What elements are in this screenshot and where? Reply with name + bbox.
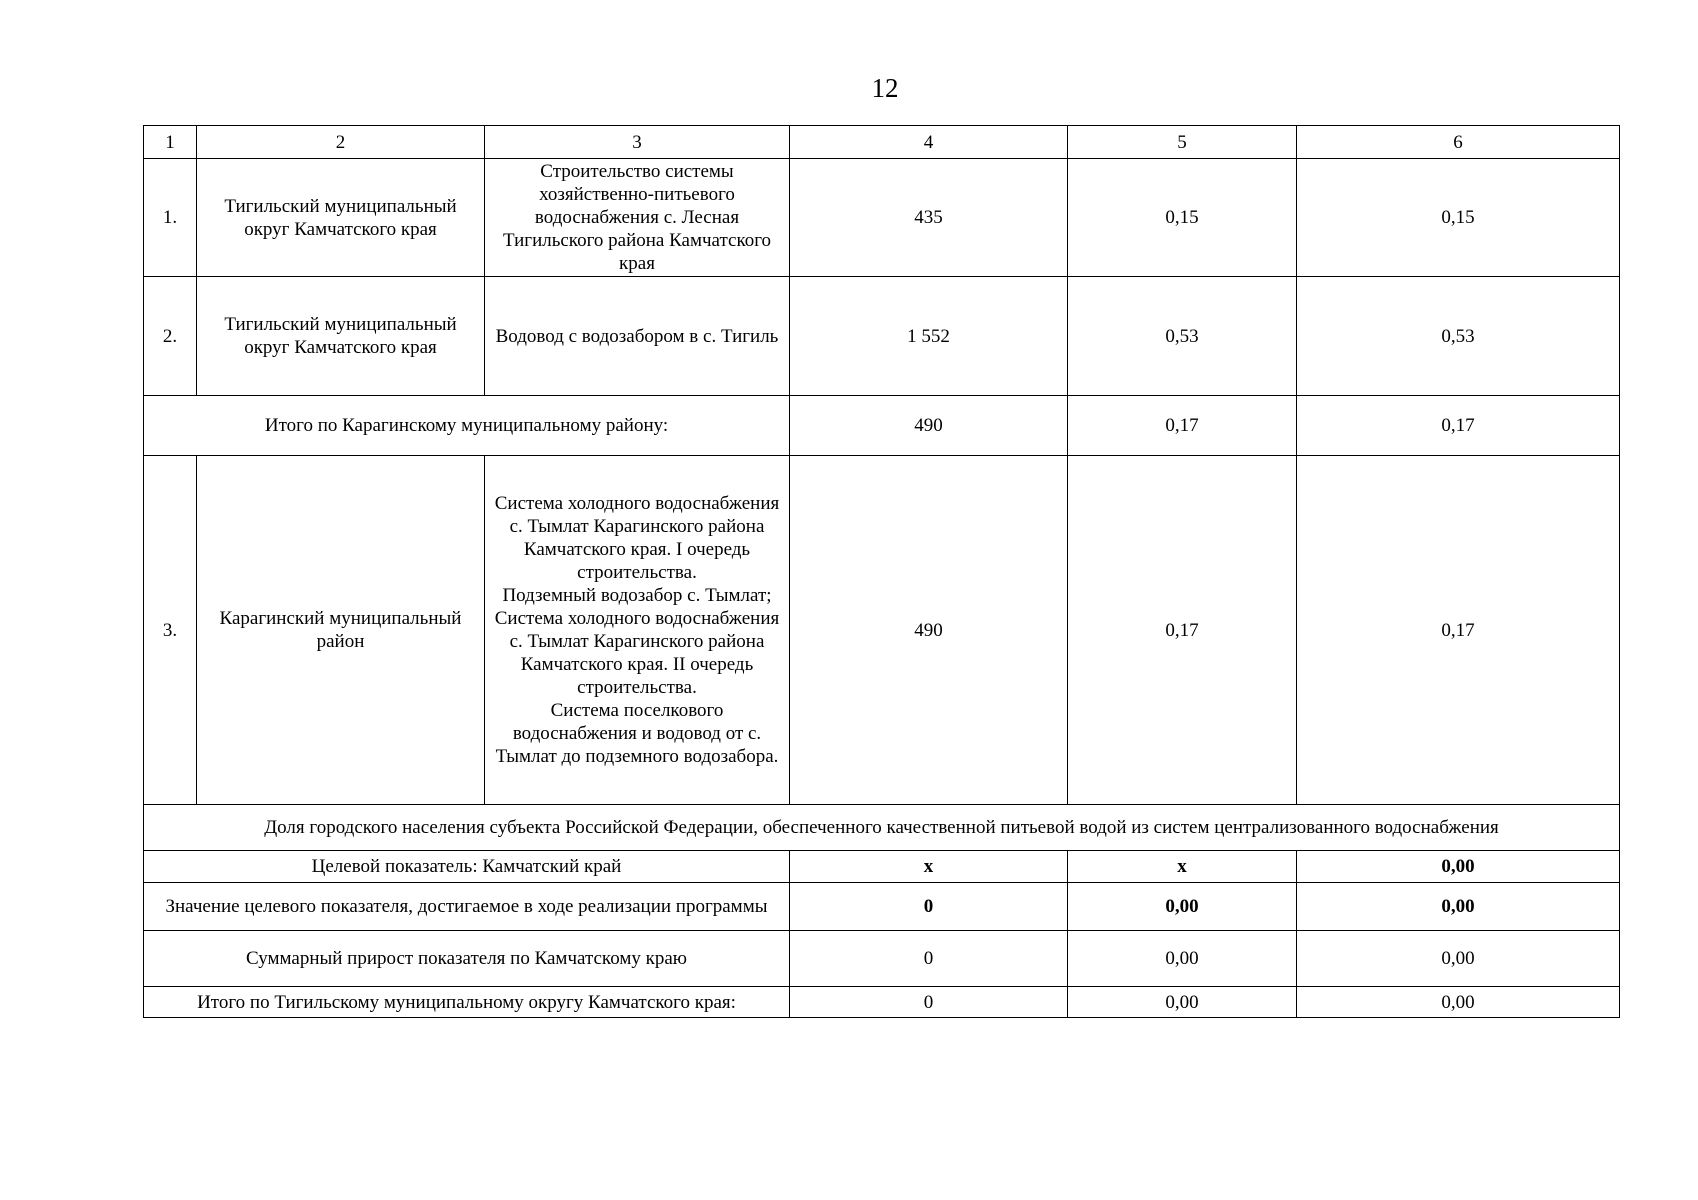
- subtotal-row: [144, 396, 1620, 456]
- row-number: 3.: [144, 456, 197, 805]
- value-cell: 0: [790, 931, 1068, 987]
- value-cell: 0,17: [1297, 396, 1620, 456]
- value-cell: 0: [790, 987, 1068, 1018]
- municipality-cell: Карагинский муниципальный район: [197, 456, 485, 805]
- municipality-cell: Тигильский муниципальный округ Камчатского края: [197, 159, 485, 277]
- subtotal-label: Итого по Карагинскому муниципальному району:: [144, 396, 790, 456]
- value-cell: 0,00: [1297, 931, 1620, 987]
- value-cell: 0,15: [1068, 159, 1297, 277]
- table-row: [144, 456, 1620, 805]
- column-header: 4: [790, 126, 1068, 159]
- page-number: 12: [871, 73, 899, 103]
- value-cell: 0,00: [1297, 883, 1620, 931]
- row-number: 2.: [144, 277, 197, 396]
- table-row: [144, 277, 1620, 396]
- object-cell: [485, 456, 790, 805]
- value-cell: 0,53: [1297, 277, 1620, 396]
- target-row: [144, 851, 1620, 883]
- value-cell: 490: [790, 396, 1068, 456]
- value-cell: 0,00: [1297, 851, 1620, 883]
- value-cell: 0,17: [1068, 396, 1297, 456]
- value-cell: 0,17: [1297, 456, 1620, 805]
- column-number-row: [144, 126, 1620, 159]
- object-line: Система холодного водоснабжения с. Тымлат Карагинского района Камчатского края. I очередь строительства.: [494, 493, 780, 583]
- column-header: 2: [197, 126, 485, 159]
- column-header: 6: [1297, 126, 1620, 159]
- subtotal-row: [144, 987, 1620, 1018]
- value-cell: 0: [790, 883, 1068, 931]
- value-cell: x: [1068, 851, 1297, 883]
- value-cell: 0,00: [1068, 987, 1297, 1018]
- value-cell: 1 552: [790, 277, 1068, 396]
- value-cell: 0,00: [1297, 987, 1620, 1018]
- object-cell: Строительство системы хозяйственно-питьевого водоснабжения с. Лесная Тигильского района Камчатского края: [485, 159, 790, 277]
- total-growth-row: [144, 931, 1620, 987]
- achieved-label: Значение целевого показателя, достигаемое в ходе реализации программы: [144, 883, 790, 931]
- column-header: 3: [485, 126, 790, 159]
- value-cell: x: [790, 851, 1068, 883]
- object-line: Система поселкового водоснабжения и водовод от с. Тымлат до подземного водозабора.: [495, 700, 779, 767]
- row-number: 1.: [144, 159, 197, 277]
- object-line: Подземный водозабор с. Тымлат; Система холодного водоснабжения с. Тымлат Карагинского района Камчатского края. II очередь строительства.: [494, 585, 780, 698]
- table-row: [144, 159, 1620, 277]
- value-cell: 0,17: [1068, 456, 1297, 805]
- achieved-row: [144, 883, 1620, 931]
- value-cell: 0,00: [1068, 883, 1297, 931]
- municipality-cell: Тигильский муниципальный округ Камчатского края: [197, 277, 485, 396]
- data-table: [143, 125, 1620, 1018]
- value-cell: 0,00: [1068, 931, 1297, 987]
- value-cell: 490: [790, 456, 1068, 805]
- indicator-heading: Доля городского населения субъекта Российской Федерации, обеспеченного качественной питьевой водой из систем централизованного водоснабжения: [144, 805, 1620, 851]
- value-cell: 0,15: [1297, 159, 1620, 277]
- target-label: Целевой показатель: Камчатский край: [144, 851, 790, 883]
- value-cell: 435: [790, 159, 1068, 277]
- subtotal-label: Итого по Тигильскому муниципальному округу Камчатского края:: [144, 987, 790, 1018]
- indicator-heading-row: [144, 805, 1620, 851]
- value-cell: 0,53: [1068, 277, 1297, 396]
- total-growth-label: Суммарный прирост показателя по Камчатскому краю: [144, 931, 790, 987]
- column-header: 5: [1068, 126, 1297, 159]
- column-header: 1: [144, 126, 197, 159]
- object-cell: Водовод с водозабором в с. Тигиль: [485, 277, 790, 396]
